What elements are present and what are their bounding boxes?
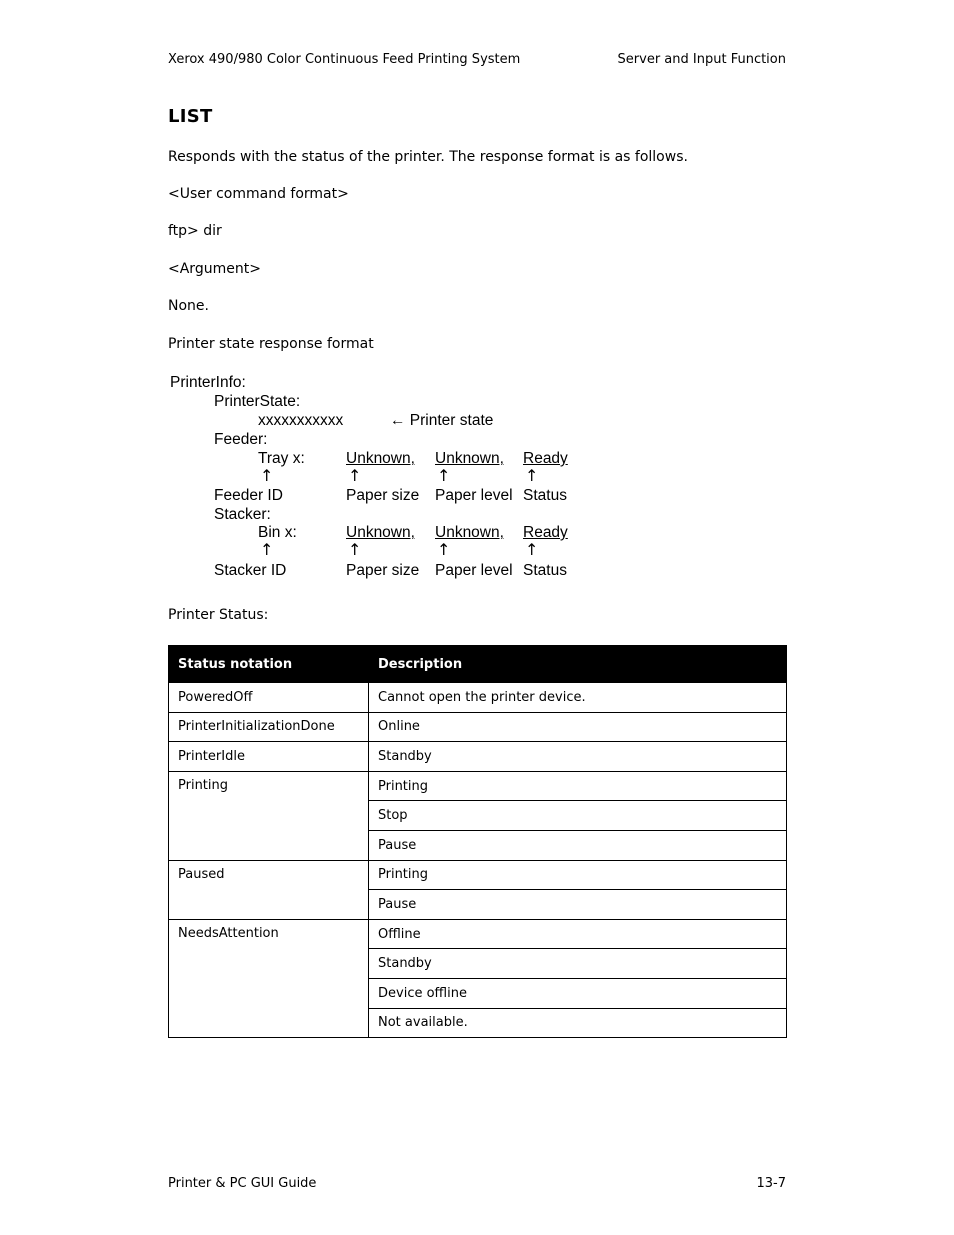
status-notation-cell: PrinterInitializationDone bbox=[169, 712, 369, 742]
feeder-paper-size-value: Unknown, bbox=[346, 450, 415, 467]
bin-label: Bin x: bbox=[258, 524, 297, 541]
table-header-row bbox=[169, 646, 787, 683]
up-arrow-icon: ↑ bbox=[260, 540, 274, 559]
status-notation-cell: Printing bbox=[169, 771, 369, 860]
table-row bbox=[169, 683, 787, 713]
stacker-paper-level-label: Paper level bbox=[435, 562, 513, 579]
user-command-label: <User command format> bbox=[168, 186, 349, 202]
printer-status-label: Printer Status: bbox=[168, 607, 269, 623]
description-cell: Device offline bbox=[369, 978, 787, 1008]
feeder-id-label: Feeder ID bbox=[214, 487, 283, 504]
feeder-status-label: Status bbox=[523, 487, 567, 504]
stacker-status-value: Ready bbox=[523, 524, 568, 541]
feeder-paper-size-label: Paper size bbox=[346, 487, 420, 504]
stacker-label: Stacker: bbox=[214, 506, 271, 523]
printer-state-label: PrinterState: bbox=[214, 393, 301, 410]
status-notation-cell: PrinterIdle bbox=[169, 742, 369, 772]
feeder-label: Feeder: bbox=[214, 431, 268, 448]
stacker-id-label: Stacker ID bbox=[214, 562, 287, 579]
description-cell: Offline bbox=[369, 919, 787, 949]
stacker-status-label: Status bbox=[523, 562, 567, 579]
description-cell: Standby bbox=[369, 949, 787, 979]
printer-state-value: xxxxxxxxxxx bbox=[258, 412, 344, 429]
footer-guide-title: Printer & PC GUI Guide bbox=[168, 1176, 317, 1191]
table-row bbox=[169, 771, 787, 801]
status-notation-cell: Paused bbox=[169, 860, 369, 919]
description-cell: Pause bbox=[369, 890, 787, 920]
description-cell: Printing bbox=[369, 860, 787, 890]
printer-info-label: PrinterInfo: bbox=[170, 374, 246, 391]
table-row bbox=[169, 712, 787, 742]
printer-state-note: ← Printer state bbox=[390, 412, 494, 429]
column-header-notation: Status notation bbox=[169, 646, 369, 683]
stacker-paper-size-label: Paper size bbox=[346, 562, 420, 579]
description-cell: Stop bbox=[369, 801, 787, 831]
feeder-paper-level-label: Paper level bbox=[435, 487, 513, 504]
description-cell: Printing bbox=[369, 771, 787, 801]
description-cell: Standby bbox=[369, 742, 787, 772]
printer-status-table bbox=[168, 645, 787, 1038]
column-header-description: Description bbox=[369, 646, 787, 683]
section-title: LIST bbox=[168, 106, 213, 127]
description-cell: Cannot open the printer device. bbox=[369, 683, 787, 713]
up-arrow-icon: ↑ bbox=[525, 466, 539, 485]
feeder-paper-level-value: Unknown, bbox=[435, 450, 504, 467]
up-arrow-icon: ↑ bbox=[348, 540, 362, 559]
argument-label: <Argument> bbox=[168, 261, 261, 277]
feeder-status-value: Ready bbox=[523, 450, 568, 467]
up-arrow-icon: ↑ bbox=[260, 466, 274, 485]
description-cell: Pause bbox=[369, 830, 787, 860]
tray-label: Tray x: bbox=[258, 450, 305, 467]
up-arrow-icon: ↑ bbox=[348, 466, 362, 485]
up-arrow-icon: ↑ bbox=[525, 540, 539, 559]
description-cell: Online bbox=[369, 712, 787, 742]
up-arrow-icon: ↑ bbox=[437, 540, 451, 559]
table-row bbox=[169, 742, 787, 772]
description-cell: Not available. bbox=[369, 1008, 787, 1038]
table-row bbox=[169, 860, 787, 890]
running-header-section: Server and Input Function bbox=[617, 52, 786, 67]
stacker-paper-size-value: Unknown, bbox=[346, 524, 415, 541]
status-notation-cell: PoweredOff bbox=[169, 683, 369, 713]
up-arrow-icon: ↑ bbox=[437, 466, 451, 485]
state-format-label: Printer state response format bbox=[168, 336, 374, 352]
status-notation-cell: NeedsAttention bbox=[169, 919, 369, 1037]
intro-paragraph: Responds with the status of the printer. The response format is as follows. bbox=[168, 149, 688, 165]
running-header-title: Xerox 490/980 Color Continuous Feed Printing System bbox=[168, 52, 521, 67]
user-command: ftp> dir bbox=[168, 223, 222, 239]
argument-value: None. bbox=[168, 298, 209, 314]
page-number: 13-7 bbox=[756, 1176, 786, 1191]
stacker-paper-level-value: Unknown, bbox=[435, 524, 504, 541]
table-row bbox=[169, 919, 787, 949]
